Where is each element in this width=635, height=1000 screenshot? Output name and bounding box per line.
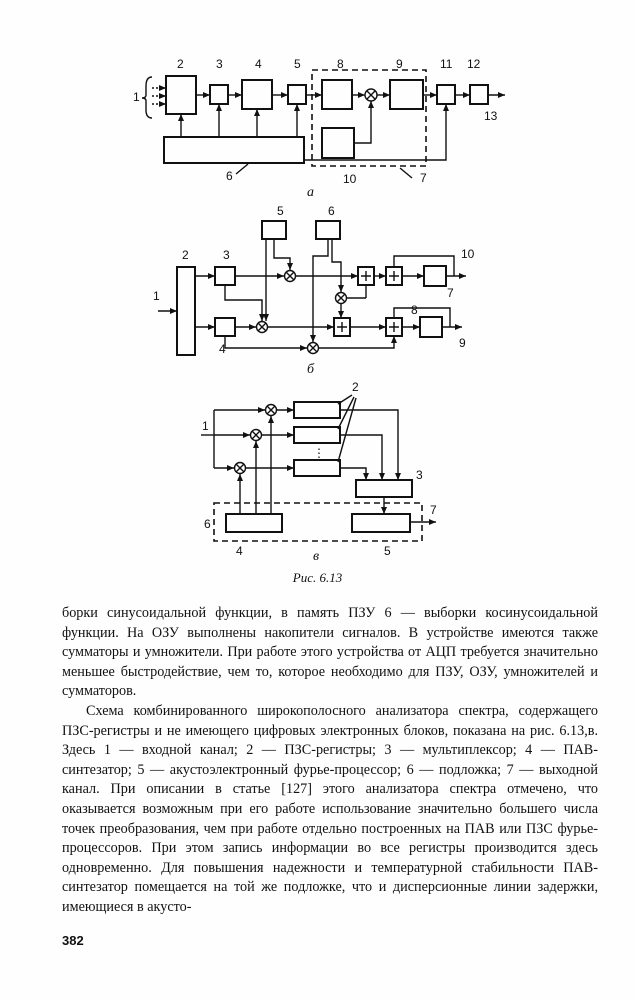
sublabel-a: а	[307, 185, 314, 200]
label-4: 4	[219, 342, 226, 356]
figure-caption: Рис. 6.13	[292, 570, 343, 585]
block-b6	[316, 221, 340, 239]
label-3: 3	[416, 468, 423, 482]
block-b3	[215, 267, 235, 285]
label-3: 3	[223, 248, 230, 262]
label-10: 10	[343, 172, 357, 186]
label-5: 5	[294, 57, 301, 71]
label-8: 8	[337, 57, 344, 71]
ccd-register-2	[294, 427, 340, 443]
label-1: 1	[153, 289, 160, 303]
sublabel-c: в	[313, 549, 320, 564]
block-a10	[322, 128, 354, 158]
label-7: 7	[420, 171, 427, 185]
input-brace	[142, 77, 152, 118]
label-12: 12	[467, 57, 481, 71]
page-number: 382	[62, 933, 84, 948]
block-a3	[210, 85, 228, 104]
label-5: 5	[384, 544, 391, 558]
paragraph-1: борки синусоидальной функции, в память ПЗУ 6 — выборки косинусоидальной функции. На ОЗУ выполнены накопители сигналов. В устройстве имеются также сумматоры и умножители. При работе этого устройства от АЦП требуется значительно меньшее быстродействие, чем то, которое необходимо для ПЗУ, ОЗУ, умножителей и сумматоров.	[62, 605, 598, 700]
block-a4	[242, 80, 272, 109]
diagram-a-labels	[133, 57, 498, 200]
label-5: 5	[277, 204, 284, 218]
dashed-boundary-c6	[214, 503, 422, 541]
block-b8	[420, 317, 442, 337]
label-4: 4	[236, 544, 243, 558]
label-10: 10	[461, 247, 475, 261]
block-a8	[322, 80, 352, 109]
block-c4	[226, 514, 282, 532]
label-7: 7	[447, 286, 454, 300]
block-a9	[390, 80, 423, 109]
diagram-a	[142, 70, 505, 166]
diagram-b	[158, 221, 466, 355]
label-9: 9	[396, 57, 403, 71]
label-6: 6	[204, 517, 211, 531]
dashed-boundary-a7	[312, 70, 426, 166]
label-8: 8	[411, 303, 418, 317]
label-11: 11	[440, 57, 453, 71]
label-2: 2	[352, 380, 359, 394]
ccd-register-1	[294, 402, 340, 418]
block-b4	[215, 318, 235, 336]
diagram-c	[201, 395, 436, 541]
block-b5	[262, 221, 286, 239]
label-13: 13	[484, 109, 498, 123]
block-a6	[164, 137, 304, 163]
label-1: 1	[202, 419, 209, 433]
label-1: 1	[133, 90, 140, 104]
sublabel-b: б	[307, 362, 315, 377]
label-9: 9	[459, 336, 466, 350]
label-4: 4	[255, 57, 262, 71]
block-a11	[437, 85, 455, 104]
label-7: 7	[430, 503, 437, 517]
paragraph-2: Схема комбинированного широкополосного анализатора спектра, содержащего ПЗС-регистры и не имеющего цифровых электронных блоков, показана на рис. 6.13,в. Здесь 1 — входной канал; 2 — ПЗС-регистры; 3 — мультиплексор; 4 — ПАВ-синтезатор; 5 — акустоэлектронный фурье-процессор; 6 — подложка; 7 — выходной канал. При описании в статье [127] этого анализатора спектра отмечено, что оказывается возможным при его работе использование значительно большего числа точек преобразования, чем при работе отдельно построенных на ПАВ или ПЗС фурье-процессоров. При этом запись информации во все регистры производится здесь одновременно. Для повышения надежности и температурной стабильности ПАВ-синтезатор помещается на той же подложке, что и дисперсионные линии задержки, имеющиеся в акусто-	[62, 702, 598, 915]
block-c3	[356, 480, 412, 497]
ccd-register-n	[294, 460, 340, 476]
label-2: 2	[182, 248, 189, 262]
label-3: 3	[216, 57, 223, 71]
block-a2	[166, 76, 196, 114]
block-b2	[177, 267, 195, 355]
label-6: 6	[226, 169, 233, 183]
block-a12	[470, 85, 488, 104]
body-text	[62, 604, 598, 918]
label-6: 6	[328, 204, 335, 218]
label-2: 2	[177, 57, 184, 71]
register-ellipsis: ⋮	[313, 446, 325, 460]
block-b7	[424, 266, 446, 286]
block-a5	[288, 85, 306, 104]
block-c5	[352, 514, 410, 532]
